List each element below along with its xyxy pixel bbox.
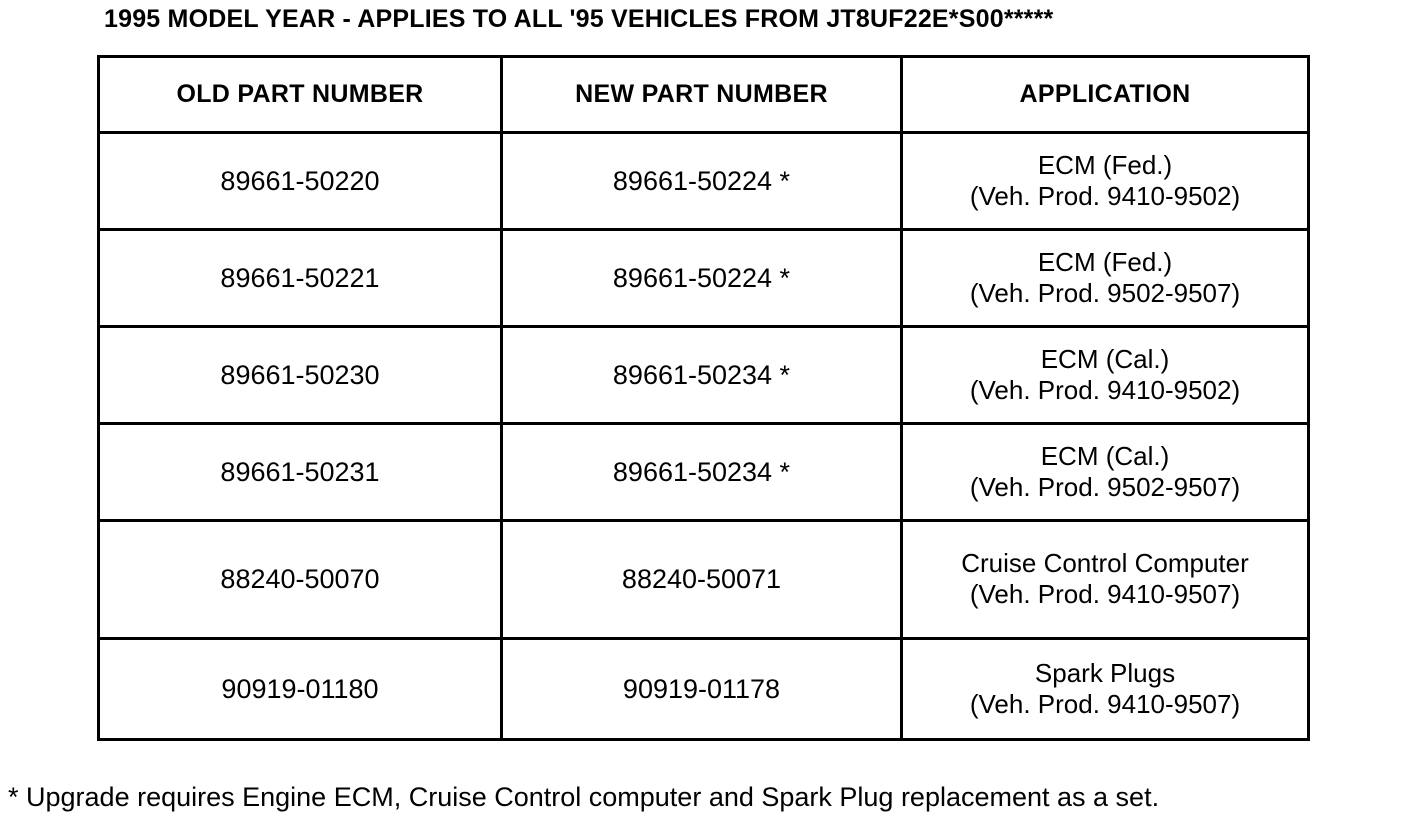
new-part-number-cell: 88240-50071 (502, 520, 902, 638)
column-header-application: APPLICATION (902, 57, 1309, 133)
old-part-number-cell: 90919-01180 (99, 638, 502, 739)
new-part-number-cell: 89661-50234 * (502, 423, 902, 520)
application-cell (902, 638, 1309, 739)
application-cell (902, 326, 1309, 423)
application-production-range: (Veh. Prod. 9410-9507) (969, 688, 1241, 719)
table-row (99, 133, 1309, 230)
new-part-number-cell: 90919-01178 (502, 638, 902, 739)
table-header-row (99, 57, 1309, 133)
table-row (99, 326, 1309, 423)
table-row (99, 520, 1309, 638)
column-header-old-part-number: OLD PART NUMBER (99, 57, 502, 133)
application-name: ECM (Cal.) (1040, 343, 1170, 374)
application-production-range: (Veh. Prod. 9410-9502) (969, 374, 1241, 405)
application-production-range: (Veh. Prod. 9410-9507) (969, 579, 1241, 610)
old-part-number-cell: 89661-50230 (99, 326, 502, 423)
parts-table (97, 55, 1310, 741)
application-name: ECM (Fed.) (1037, 149, 1173, 180)
application-name: Cruise Control Computer (961, 548, 1249, 579)
application-cell (902, 520, 1309, 638)
new-part-number-cell: 89661-50234 * (502, 326, 902, 423)
application-cell (902, 229, 1309, 326)
table-row (99, 229, 1309, 326)
old-part-number-cell: 89661-50220 (99, 133, 502, 230)
page-title: 1995 MODEL YEAR - APPLIES TO ALL '95 VEHICLES FROM JT8UF22E*S00***** (104, 5, 1054, 33)
old-part-number-cell: 89661-50221 (99, 229, 502, 326)
footnote: * Upgrade requires Engine ECM, Cruise Control computer and Spark Plug replacement as a set. (8, 782, 1160, 812)
application-name: Spark Plugs (1034, 657, 1176, 688)
application-cell (902, 133, 1309, 230)
table-row (99, 638, 1309, 739)
column-header-new-part-number: NEW PART NUMBER (502, 57, 902, 133)
application-production-range: (Veh. Prod. 9502-9507) (969, 471, 1241, 502)
new-part-number-cell: 89661-50224 * (502, 229, 902, 326)
application-production-range: (Veh. Prod. 9502-9507) (969, 277, 1241, 308)
application-name: ECM (Cal.) (1040, 440, 1170, 471)
old-part-number-cell: 88240-50070 (99, 520, 502, 638)
application-name: ECM (Fed.) (1037, 246, 1173, 277)
application-production-range: (Veh. Prod. 9410-9502) (969, 180, 1241, 211)
application-cell (902, 423, 1309, 520)
table-row (99, 423, 1309, 520)
new-part-number-cell: 89661-50224 * (502, 133, 902, 230)
old-part-number-cell: 89661-50231 (99, 423, 502, 520)
